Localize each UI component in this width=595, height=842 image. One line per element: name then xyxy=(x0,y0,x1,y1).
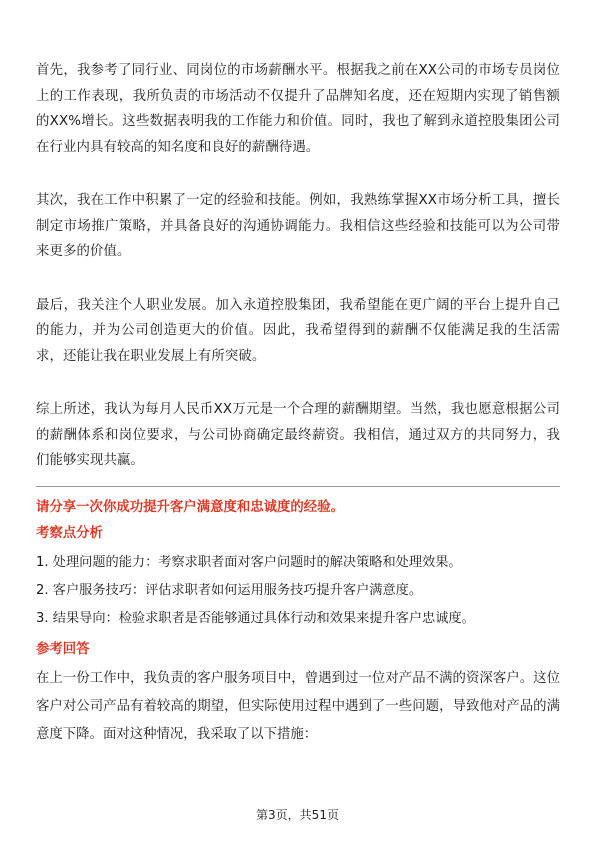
section-divider xyxy=(36,486,560,487)
paragraph-market-reference: 首先，我参考了同行业、同岗位的市场薪酬水平。根据我之前在XX公司的市场专员岗位上的工作表现，我所负责的市场活动不仅提升了品牌知名度，还在短期内实现了销售额的XX%增长。这些数据表明我的工作能力和价值。同时，我也了解到永道控股集团公司在行业内具有较高的知名度和良好的薪酬待遇。 xyxy=(36,63,560,155)
analysis-item: 1. 处理问题的能力：考察求职者面对客户问题时的解决策略和处理效果。 xyxy=(36,554,462,570)
paragraph-career-development: 最后，我关注个人职业发展。加入永道控股集团，我希望能在更广阔的平台上提升自己的能力，并为公司创造更大的价值。因此，我希望得到的薪酬不仅能满足我的生活需求，还能让我在职业发展上有所突破。 xyxy=(36,297,560,364)
analysis-list xyxy=(36,549,560,633)
paragraph-conclusion: 综上所述，我认为每月人民币XX万元是一个合理的薪酬期望。当然，我也愿意根据公司的薪酬体系和岗位要求，与公司协商确定最终薪资。我相信，通过双方的共同努力，我们能够实现共赢。 xyxy=(36,402,560,468)
page-content xyxy=(36,58,560,749)
analysis-item: 2. 客户服务技巧：评估求职者如何运用服务技巧提升客户满意度。 xyxy=(36,582,423,598)
interview-question: 请分享一次你成功提升客户满意度和忠诚度的经验。 xyxy=(36,499,344,515)
paragraph-experience-skills: 其次，我在工作中积累了一定的经验和技能。例如，我熟练掌握XX市场分析工具，擅长制定市场推广策略，并具备良好的沟通协调能力。我相信这些经验和技能可以为公司带来更多的价值。 xyxy=(36,193,560,259)
analysis-title: 考察点分析 xyxy=(36,525,103,541)
reference-answer-title: 参考回答 xyxy=(36,641,90,657)
page-number: 第3页，共51页 xyxy=(256,808,339,822)
analysis-item: 3. 结果导向：检验求职者是否能够通过具体行动和效果来提升客户忠诚度。 xyxy=(36,610,475,626)
reference-answer-text: 在上一份工作中，我负责的客户服务项目中，曾遇到过一位对产品不满的资深客户。这位客户对公司产品有着较高的期望，但实际使用过程中遇到了一些问题，导致他对产品的满意度下降。面对这种情况，我采取了以下措施： xyxy=(36,670,560,742)
